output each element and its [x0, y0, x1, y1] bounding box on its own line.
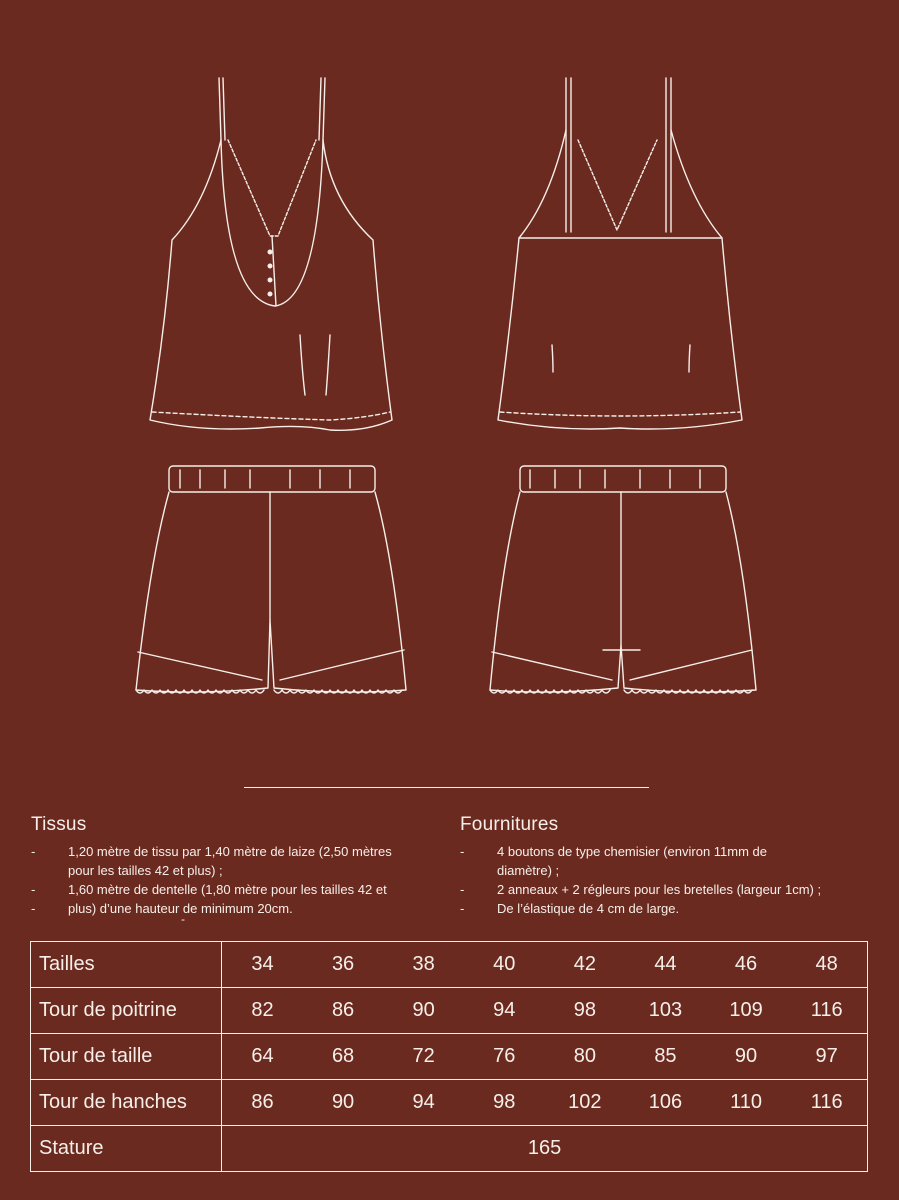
table-row: [31, 1034, 868, 1080]
fournitures-title: Fournitures: [460, 814, 559, 835]
row-label: Stature: [31, 1126, 222, 1172]
table-cell: 68: [303, 1034, 384, 1080]
fournitures-line: - De l’élastique de 4 cm de large.: [460, 899, 870, 918]
table-row: [31, 1080, 868, 1126]
row-label: Tailles: [31, 942, 222, 988]
fournitures-line: - 2 anneaux + 2 régleurs pour les bretelles (largeur 1cm) ;: [460, 880, 870, 899]
table-cell: 109: [706, 988, 787, 1034]
stray-dash: -: [181, 912, 185, 926]
table-cell: 44: [625, 942, 706, 988]
table-cell: 48: [786, 942, 867, 988]
row-label: Tour de taille: [31, 1034, 222, 1080]
table-cell: 106: [625, 1080, 706, 1126]
fournitures-list: [460, 842, 870, 918]
table-cell: 38: [383, 942, 464, 988]
table-cell: 82: [222, 988, 303, 1034]
shorts-front-drawing: [136, 466, 406, 693]
table-cell: 98: [464, 1080, 545, 1126]
tissus-line: - 1,60 mètre de dentelle (1,80 mètre pour les tailles 42 et: [31, 880, 441, 899]
table-cell: 103: [625, 988, 706, 1034]
row-label: Tour de poitrine: [31, 988, 222, 1034]
table-cell: 80: [545, 1034, 626, 1080]
camisole-front-drawing: [150, 78, 392, 430]
table-cell: 86: [222, 1080, 303, 1126]
table-cell: 116: [786, 1080, 867, 1126]
section-divider: [244, 787, 649, 788]
table-cell: 98: [545, 988, 626, 1034]
table-row: [31, 942, 868, 988]
stature-value: 165: [222, 1126, 868, 1172]
table-cell: 90: [303, 1080, 384, 1126]
table-cell: 86: [303, 988, 384, 1034]
table-cell: 90: [706, 1034, 787, 1080]
size-chart-table: [30, 941, 868, 1172]
tissus-list: [31, 842, 441, 918]
table-cell: 102: [545, 1080, 626, 1126]
tissus-line: - 1,20 mètre de tissu par 1,40 mètre de laize (2,50 mètres: [31, 842, 441, 861]
fournitures-line: - 4 boutons de type chemisier (environ 11mm de: [460, 842, 870, 861]
tissus-line: - plus) d’une hauteur de minimum 20cm.: [31, 899, 441, 918]
table-cell: 40: [464, 942, 545, 988]
table-cell: 94: [464, 988, 545, 1034]
table-cell: 46: [706, 942, 787, 988]
tissus-line: pour les tailles 42 et plus) ;: [68, 863, 223, 878]
table-cell: 94: [383, 1080, 464, 1126]
table-cell: 34: [222, 942, 303, 988]
shorts-back-drawing: [490, 466, 756, 693]
table-cell: 42: [545, 942, 626, 988]
table-cell: 64: [222, 1034, 303, 1080]
table-cell: 90: [383, 988, 464, 1034]
table-cell: 110: [706, 1080, 787, 1126]
table-cell: 85: [625, 1034, 706, 1080]
row-label: Tour de hanches: [31, 1080, 222, 1126]
table-cell: 116: [786, 988, 867, 1034]
fournitures-line: diamètre) ;: [497, 863, 560, 878]
table-row: [31, 988, 868, 1034]
table-cell: 36: [303, 942, 384, 988]
table-cell: 72: [383, 1034, 464, 1080]
tissus-title: Tissus: [31, 814, 87, 835]
table-row: [31, 1126, 868, 1172]
fournitures-section: [460, 814, 870, 918]
table-cell: 76: [464, 1034, 545, 1080]
camisole-back-drawing: [498, 78, 742, 429]
table-cell: 97: [786, 1034, 867, 1080]
tissus-section: [31, 814, 441, 918]
